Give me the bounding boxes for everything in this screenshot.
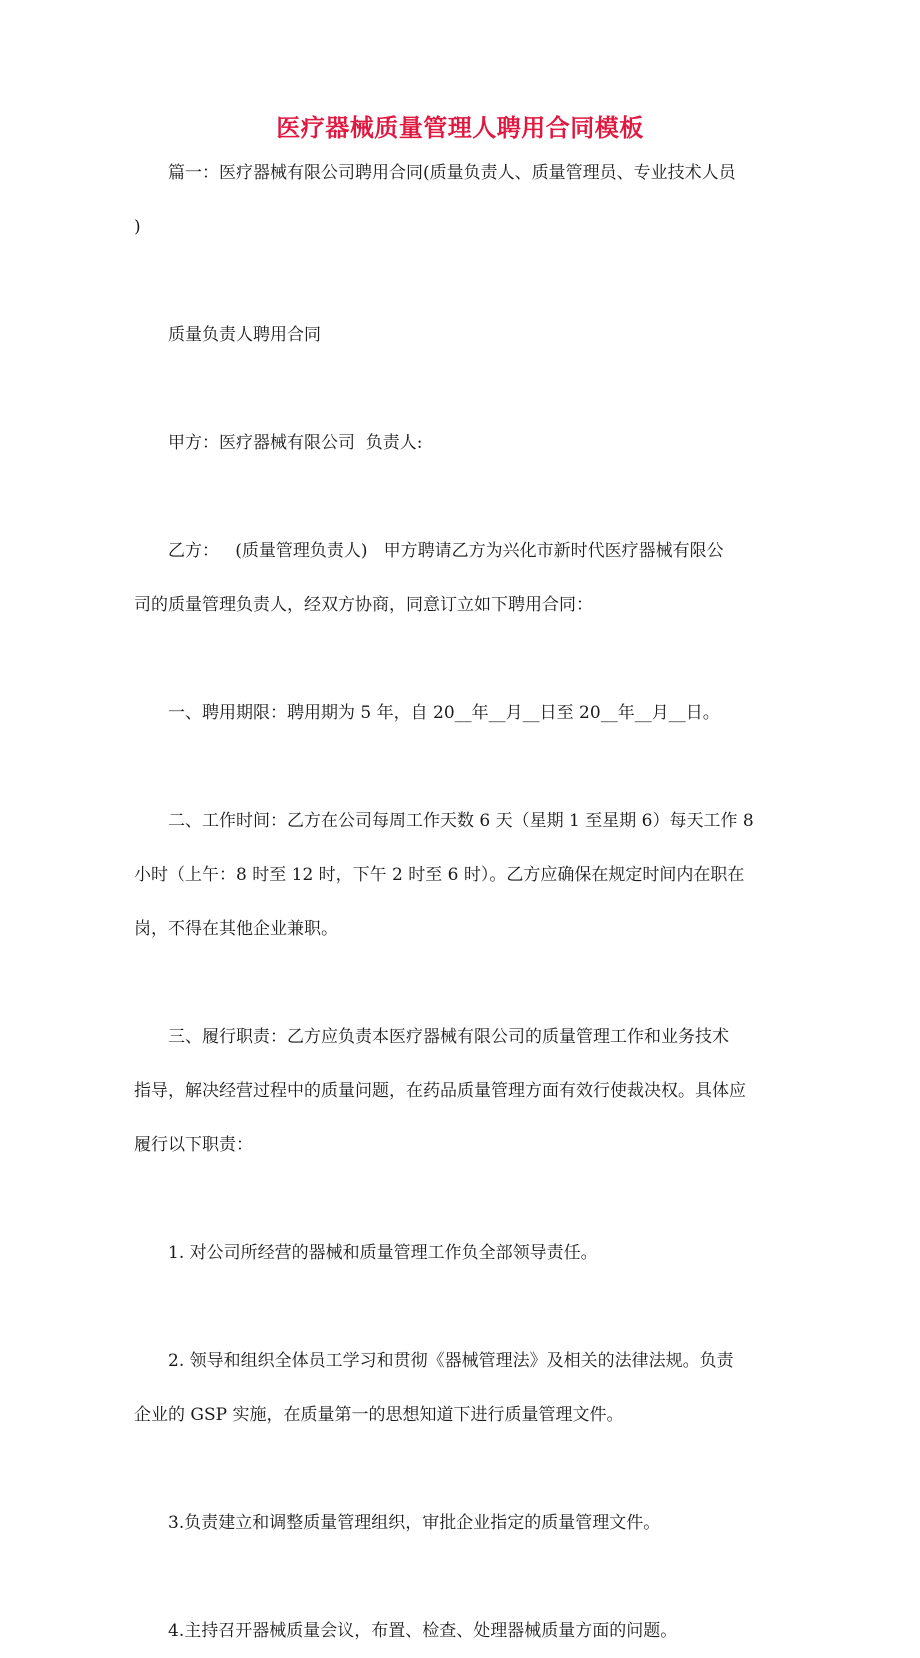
paragraph-gap	[134, 470, 784, 524]
paragraph-line: 篇一：医疗器械有限公司聘用合同(质量负责人、质量管理员、专业技术人员	[168, 163, 736, 183]
paragraph-gap	[134, 1280, 784, 1334]
paragraph-line: 履行以下职责：	[134, 1135, 253, 1155]
paragraph-gap	[134, 1442, 784, 1496]
paragraph-gap	[134, 1172, 784, 1226]
duty-item-2: 2. 领导和组织全体员工学习和贯彻《器械管理法》及相关的法律法规。负责	[168, 1351, 734, 1371]
document-title: 医疗器械质量管理人聘用合同模板	[276, 114, 644, 142]
party-b-line: 乙方： (质量管理负责人) 甲方聘请乙方为兴化市新时代医疗器械有限公	[168, 541, 724, 561]
duty-item-4: 4.主持召开器械质量会议，布置、检查、处理器械质量方面的问题。	[168, 1621, 678, 1641]
clause-duties: 三、履行职责：乙方应负责本医疗器械有限公司的质量管理工作和业务技术	[168, 1027, 729, 1047]
paragraph-line: 企业的 GSP 实施，在质量第一的思想知道下进行质量管理文件。	[134, 1405, 624, 1425]
duty-item-1: 1. 对公司所经营的器械和质量管理工作负全部领导责任。	[168, 1243, 598, 1263]
paragraph-gap	[134, 956, 784, 1010]
section-heading: 质量负责人聘用合同	[168, 325, 321, 345]
paragraph-gap	[134, 362, 784, 416]
clause-hours: 二、工作时间：乙方在公司每周工作天数 6 天（星期 1 至星期 6）每天工作 8	[168, 811, 754, 831]
paragraph-line: 司的质量管理负责人，经双方协商，同意订立如下聘用合同：	[134, 595, 593, 615]
paragraph-line: 小时（上午：8 时至 12 时，下午 2 时至 6 时）。乙方应确保在规定时间内在职在	[134, 865, 745, 885]
paragraph-line: 指导，解决经营过程中的质量问题，在药品质量管理方面有效行使裁决权。具体应	[134, 1081, 746, 1101]
party-a-line: 甲方：医疗器械有限公司 负责人:	[168, 433, 423, 453]
duty-item-3: 3.负责建立和调整质量管理组织，审批企业指定的质量管理文件。	[168, 1513, 661, 1533]
paragraph-line: 岗，不得在其他企业兼职。	[134, 919, 338, 939]
paragraph-gap	[134, 254, 784, 308]
clause-term: 一、聘用期限：聘用期为 5 年，自 20__年__月__日至 20__年__月__日。	[168, 703, 720, 723]
paragraph-gap	[134, 632, 784, 686]
paragraph-gap	[134, 1550, 784, 1604]
document-body	[134, 146, 784, 1658]
paragraph-gap	[134, 740, 784, 794]
paragraph-line: )	[134, 217, 141, 237]
